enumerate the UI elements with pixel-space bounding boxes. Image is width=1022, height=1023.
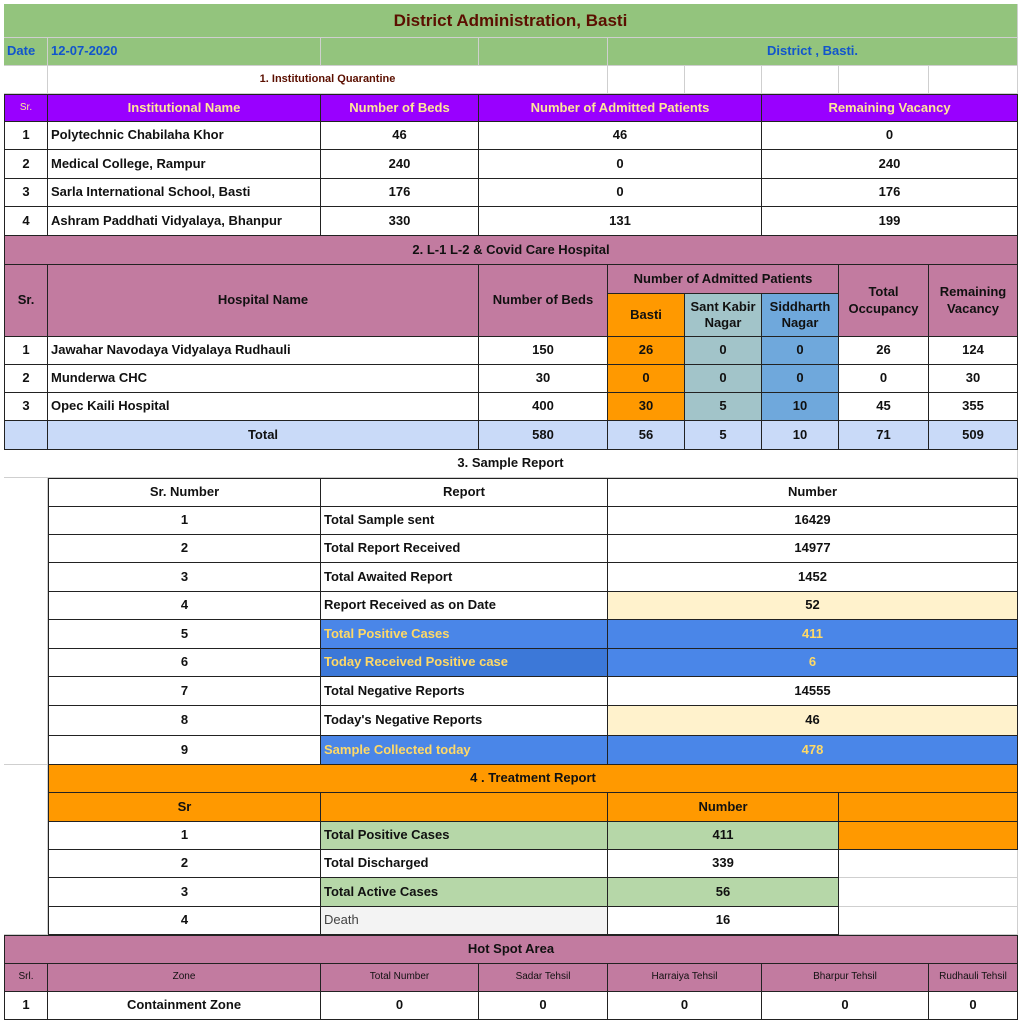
date-label[interactable]: Date xyxy=(4,38,48,66)
s2-header-sant-kabir-nagar[interactable]: Sant Kabir Nagar xyxy=(685,294,762,337)
s2-row-3-beds[interactable]: 400 xyxy=(479,393,608,421)
s2-row-2-vacancy[interactable]: 30 xyxy=(929,365,1018,393)
s4-row-4-number[interactable]: 16 xyxy=(608,907,839,935)
s4-row-1-sr[interactable]: 1 xyxy=(48,822,321,850)
date-value[interactable]: 12-07-2020 xyxy=(48,38,321,66)
section-4-title[interactable]: 4 . Treatment Report xyxy=(48,765,1018,793)
s4-row-4-sr[interactable]: 4 xyxy=(48,907,321,935)
s1-row-4-beds[interactable]: 330 xyxy=(321,207,479,236)
s1-row-2-name[interactable]: Medical College, Rampur xyxy=(48,150,321,179)
s2-row-2-basti[interactable]: 0 xyxy=(608,365,685,393)
s1-row-3-name[interactable]: Sarla International School, Basti xyxy=(48,179,321,207)
s3-row-6-sr[interactable]: 6 xyxy=(48,649,321,677)
s1-row-2-admitted[interactable]: 0 xyxy=(479,150,762,179)
section-1-title[interactable]: 1. Institutional Quarantine xyxy=(48,66,608,94)
section-5-title[interactable]: Hot Spot Area xyxy=(4,935,1018,964)
s1-row-3-beds[interactable]: 176 xyxy=(321,179,479,207)
s2-row-2-sid[interactable]: 0 xyxy=(762,365,839,393)
empty-cell[interactable] xyxy=(839,907,1018,935)
s3-header-sr[interactable]: Sr. Number xyxy=(48,478,321,507)
s2-row-2-sr[interactable]: 2 xyxy=(4,365,48,393)
empty-cell[interactable] xyxy=(762,66,839,94)
s5-header-rudhauli[interactable]: Rudhauli Tehsil xyxy=(929,964,1018,992)
s2-row-3-name[interactable]: Opec Kaili Hospital xyxy=(48,393,479,421)
empty-cell[interactable] xyxy=(839,850,1018,878)
s3-header-report[interactable]: Report xyxy=(321,478,608,507)
s3-row-2-report[interactable]: Total Report Received xyxy=(321,535,608,563)
s2-row-2-skn[interactable]: 0 xyxy=(685,365,762,393)
s1-row-2-beds[interactable]: 240 xyxy=(321,150,479,179)
s1-row-1-sr[interactable]: 1 xyxy=(4,122,48,150)
s3-row-9-number[interactable]: 478 xyxy=(608,736,1018,765)
s4-row-2-label[interactable]: Total Discharged xyxy=(321,850,608,878)
s5-row-1-total[interactable]: 0 xyxy=(321,992,479,1020)
s1-row-4-vacancy[interactable]: 199 xyxy=(762,207,1018,236)
s3-row-3-report[interactable]: Total Awaited Report xyxy=(321,563,608,592)
s1-row-3-vacancy[interactable]: 176 xyxy=(762,179,1018,207)
s2-row-1-total[interactable]: 26 xyxy=(839,337,929,365)
empty-cell[interactable] xyxy=(685,66,762,94)
s3-row-9-sr[interactable]: 9 xyxy=(48,736,321,765)
s2-total-sid[interactable]: 10 xyxy=(762,421,839,450)
s5-header-bharpur[interactable]: Bharpur Tehsil xyxy=(762,964,929,992)
empty-cell[interactable] xyxy=(4,478,48,765)
s3-row-5-sr[interactable]: 5 xyxy=(48,620,321,649)
s2-row-3-sid[interactable]: 10 xyxy=(762,393,839,421)
empty-cell[interactable] xyxy=(839,822,1018,850)
s2-row-1-name[interactable]: Jawahar Navodaya Vidyalaya Rudhauli xyxy=(48,337,479,365)
s4-row-4-label[interactable]: Death xyxy=(321,907,608,935)
s2-row-1-beds[interactable]: 150 xyxy=(479,337,608,365)
empty-cell[interactable] xyxy=(839,66,929,94)
s5-header-zone[interactable]: Zone xyxy=(48,964,321,992)
s2-row-1-vacancy[interactable]: 124 xyxy=(929,337,1018,365)
s3-row-4-report[interactable]: Report Received as on Date xyxy=(321,592,608,620)
empty-cell[interactable] xyxy=(839,793,1018,822)
s5-header-srl[interactable]: Srl. xyxy=(4,964,48,992)
s3-row-9-report[interactable]: Sample Collected today xyxy=(321,736,608,765)
s4-header-sr[interactable]: Sr xyxy=(48,793,321,822)
s2-row-1-basti[interactable]: 26 xyxy=(608,337,685,365)
s3-row-1-sr[interactable]: 1 xyxy=(48,507,321,535)
s2-header-name[interactable]: Hospital Name xyxy=(48,265,479,337)
s2-row-2-name[interactable]: Munderwa CHC xyxy=(48,365,479,393)
s2-total-basti[interactable]: 56 xyxy=(608,421,685,450)
s2-row-1-sid[interactable]: 0 xyxy=(762,337,839,365)
empty-cell[interactable] xyxy=(4,66,48,94)
s3-row-6-report[interactable]: Today Received Positive case xyxy=(321,649,608,677)
s1-header-name[interactable]: Institutional Name xyxy=(48,94,321,122)
s3-row-6-number[interactable]: 6 xyxy=(608,649,1018,677)
s2-row-3-sr[interactable]: 3 xyxy=(4,393,48,421)
s3-row-7-number[interactable]: 14555 xyxy=(608,677,1018,706)
empty-cell[interactable] xyxy=(608,66,685,94)
s2-header-sr[interactable]: Sr. xyxy=(4,265,48,337)
district-label[interactable]: District , Basti. xyxy=(608,38,1018,66)
s1-row-2-sr[interactable]: 2 xyxy=(4,150,48,179)
s5-row-1-rudhauli[interactable]: 0 xyxy=(929,992,1018,1020)
s3-row-8-sr[interactable]: 8 xyxy=(48,706,321,736)
s4-row-2-number[interactable]: 339 xyxy=(608,850,839,878)
s3-row-4-number[interactable]: 52 xyxy=(608,592,1018,620)
s2-total-blank[interactable] xyxy=(4,421,48,450)
s1-header-vacancy[interactable]: Remaining Vacancy xyxy=(762,94,1018,122)
s1-row-4-sr[interactable]: 4 xyxy=(4,207,48,236)
s3-row-7-report[interactable]: Total Negative Reports xyxy=(321,677,608,706)
s3-row-5-report[interactable]: Total Positive Cases xyxy=(321,620,608,649)
s5-header-total[interactable]: Total Number xyxy=(321,964,479,992)
s2-row-3-skn[interactable]: 5 xyxy=(685,393,762,421)
s2-row-2-total[interactable]: 0 xyxy=(839,365,929,393)
s1-header-beds[interactable]: Number of Beds xyxy=(321,94,479,122)
s2-header-admitted[interactable]: Number of Admitted Patients xyxy=(608,265,839,294)
s1-header-admitted[interactable]: Number of Admitted Patients xyxy=(479,94,762,122)
empty-cell[interactable] xyxy=(321,38,479,66)
s5-row-1-bharpur[interactable]: 0 xyxy=(762,992,929,1020)
s2-header-remaining-vacancy[interactable]: Remaining Vacancy xyxy=(929,265,1018,337)
s4-row-2-sr[interactable]: 2 xyxy=(48,850,321,878)
s1-row-2-vacancy[interactable]: 240 xyxy=(762,150,1018,179)
s4-header-number[interactable]: Number xyxy=(608,793,839,822)
s2-row-3-total[interactable]: 45 xyxy=(839,393,929,421)
empty-cell[interactable] xyxy=(4,765,48,935)
s2-total-label[interactable]: Total xyxy=(48,421,479,450)
empty-cell[interactable] xyxy=(839,878,1018,907)
s2-header-beds[interactable]: Number of Beds xyxy=(479,265,608,337)
s1-row-4-name[interactable]: Ashram Paddhati Vidyalaya, Bhanpur xyxy=(48,207,321,236)
s3-row-3-number[interactable]: 1452 xyxy=(608,563,1018,592)
s2-row-1-skn[interactable]: 0 xyxy=(685,337,762,365)
s3-header-number[interactable]: Number xyxy=(608,478,1018,507)
s5-row-1-sadar[interactable]: 0 xyxy=(479,992,608,1020)
s1-row-1-admitted[interactable]: 46 xyxy=(479,122,762,150)
s5-row-1-zone[interactable]: Containment Zone xyxy=(48,992,321,1020)
s2-row-2-beds[interactable]: 30 xyxy=(479,365,608,393)
s1-header-sr[interactable]: Sr. xyxy=(4,94,48,122)
s3-row-8-report[interactable]: Today's Negative Reports xyxy=(321,706,608,736)
s3-row-1-report[interactable]: Total Sample sent xyxy=(321,507,608,535)
s1-row-1-vacancy[interactable]: 0 xyxy=(762,122,1018,150)
s2-total-occupancy[interactable]: 71 xyxy=(839,421,929,450)
s4-row-3-sr[interactable]: 3 xyxy=(48,878,321,907)
s4-row-3-label[interactable]: Total Active Cases xyxy=(321,878,608,907)
empty-cell[interactable] xyxy=(929,66,1018,94)
s2-row-3-vacancy[interactable]: 355 xyxy=(929,393,1018,421)
s4-row-1-label[interactable]: Total Positive Cases xyxy=(321,822,608,850)
s2-row-3-basti[interactable]: 30 xyxy=(608,393,685,421)
s2-total-skn[interactable]: 5 xyxy=(685,421,762,450)
section-2-title[interactable]: 2. L-1 L-2 & Covid Care Hospital xyxy=(4,236,1018,265)
s2-header-total-occupancy[interactable]: Total Occupancy xyxy=(839,265,929,337)
s3-row-2-sr[interactable]: 2 xyxy=(48,535,321,563)
s3-row-4-sr[interactable]: 4 xyxy=(48,592,321,620)
s4-header-blank[interactable] xyxy=(321,793,608,822)
s5-header-sadar[interactable]: Sadar Tehsil xyxy=(479,964,608,992)
s4-row-1-number[interactable]: 411 xyxy=(608,822,839,850)
s2-row-1-sr[interactable]: 1 xyxy=(4,337,48,365)
s2-total-beds[interactable]: 580 xyxy=(479,421,608,450)
s4-row-3-number[interactable]: 56 xyxy=(608,878,839,907)
s1-row-1-beds[interactable]: 46 xyxy=(321,122,479,150)
s1-row-1-name[interactable]: Polytechnic Chabilaha Khor xyxy=(48,122,321,150)
s3-row-3-sr[interactable]: 3 xyxy=(48,563,321,592)
s3-row-2-number[interactable]: 14977 xyxy=(608,535,1018,563)
s1-row-3-admitted[interactable]: 0 xyxy=(479,179,762,207)
s3-row-8-number[interactable]: 46 xyxy=(608,706,1018,736)
s3-row-7-sr[interactable]: 7 xyxy=(48,677,321,706)
section-3-title[interactable]: 3. Sample Report xyxy=(4,450,1018,478)
s2-header-basti[interactable]: Basti xyxy=(608,294,685,337)
s1-row-4-admitted[interactable]: 131 xyxy=(479,207,762,236)
s3-row-5-number[interactable]: 411 xyxy=(608,620,1018,649)
s5-row-1-harraiya[interactable]: 0 xyxy=(608,992,762,1020)
s2-header-siddharth-nagar[interactable]: Siddharth Nagar xyxy=(762,294,839,337)
s1-row-3-sr[interactable]: 3 xyxy=(4,179,48,207)
page-title[interactable]: District Administration, Basti xyxy=(4,4,1018,38)
empty-cell[interactable] xyxy=(479,38,608,66)
s5-row-1-srl[interactable]: 1 xyxy=(4,992,48,1020)
s2-total-vacancy[interactable]: 509 xyxy=(929,421,1018,450)
s5-header-harraiya[interactable]: Harraiya Tehsil xyxy=(608,964,762,992)
s3-row-1-number[interactable]: 16429 xyxy=(608,507,1018,535)
